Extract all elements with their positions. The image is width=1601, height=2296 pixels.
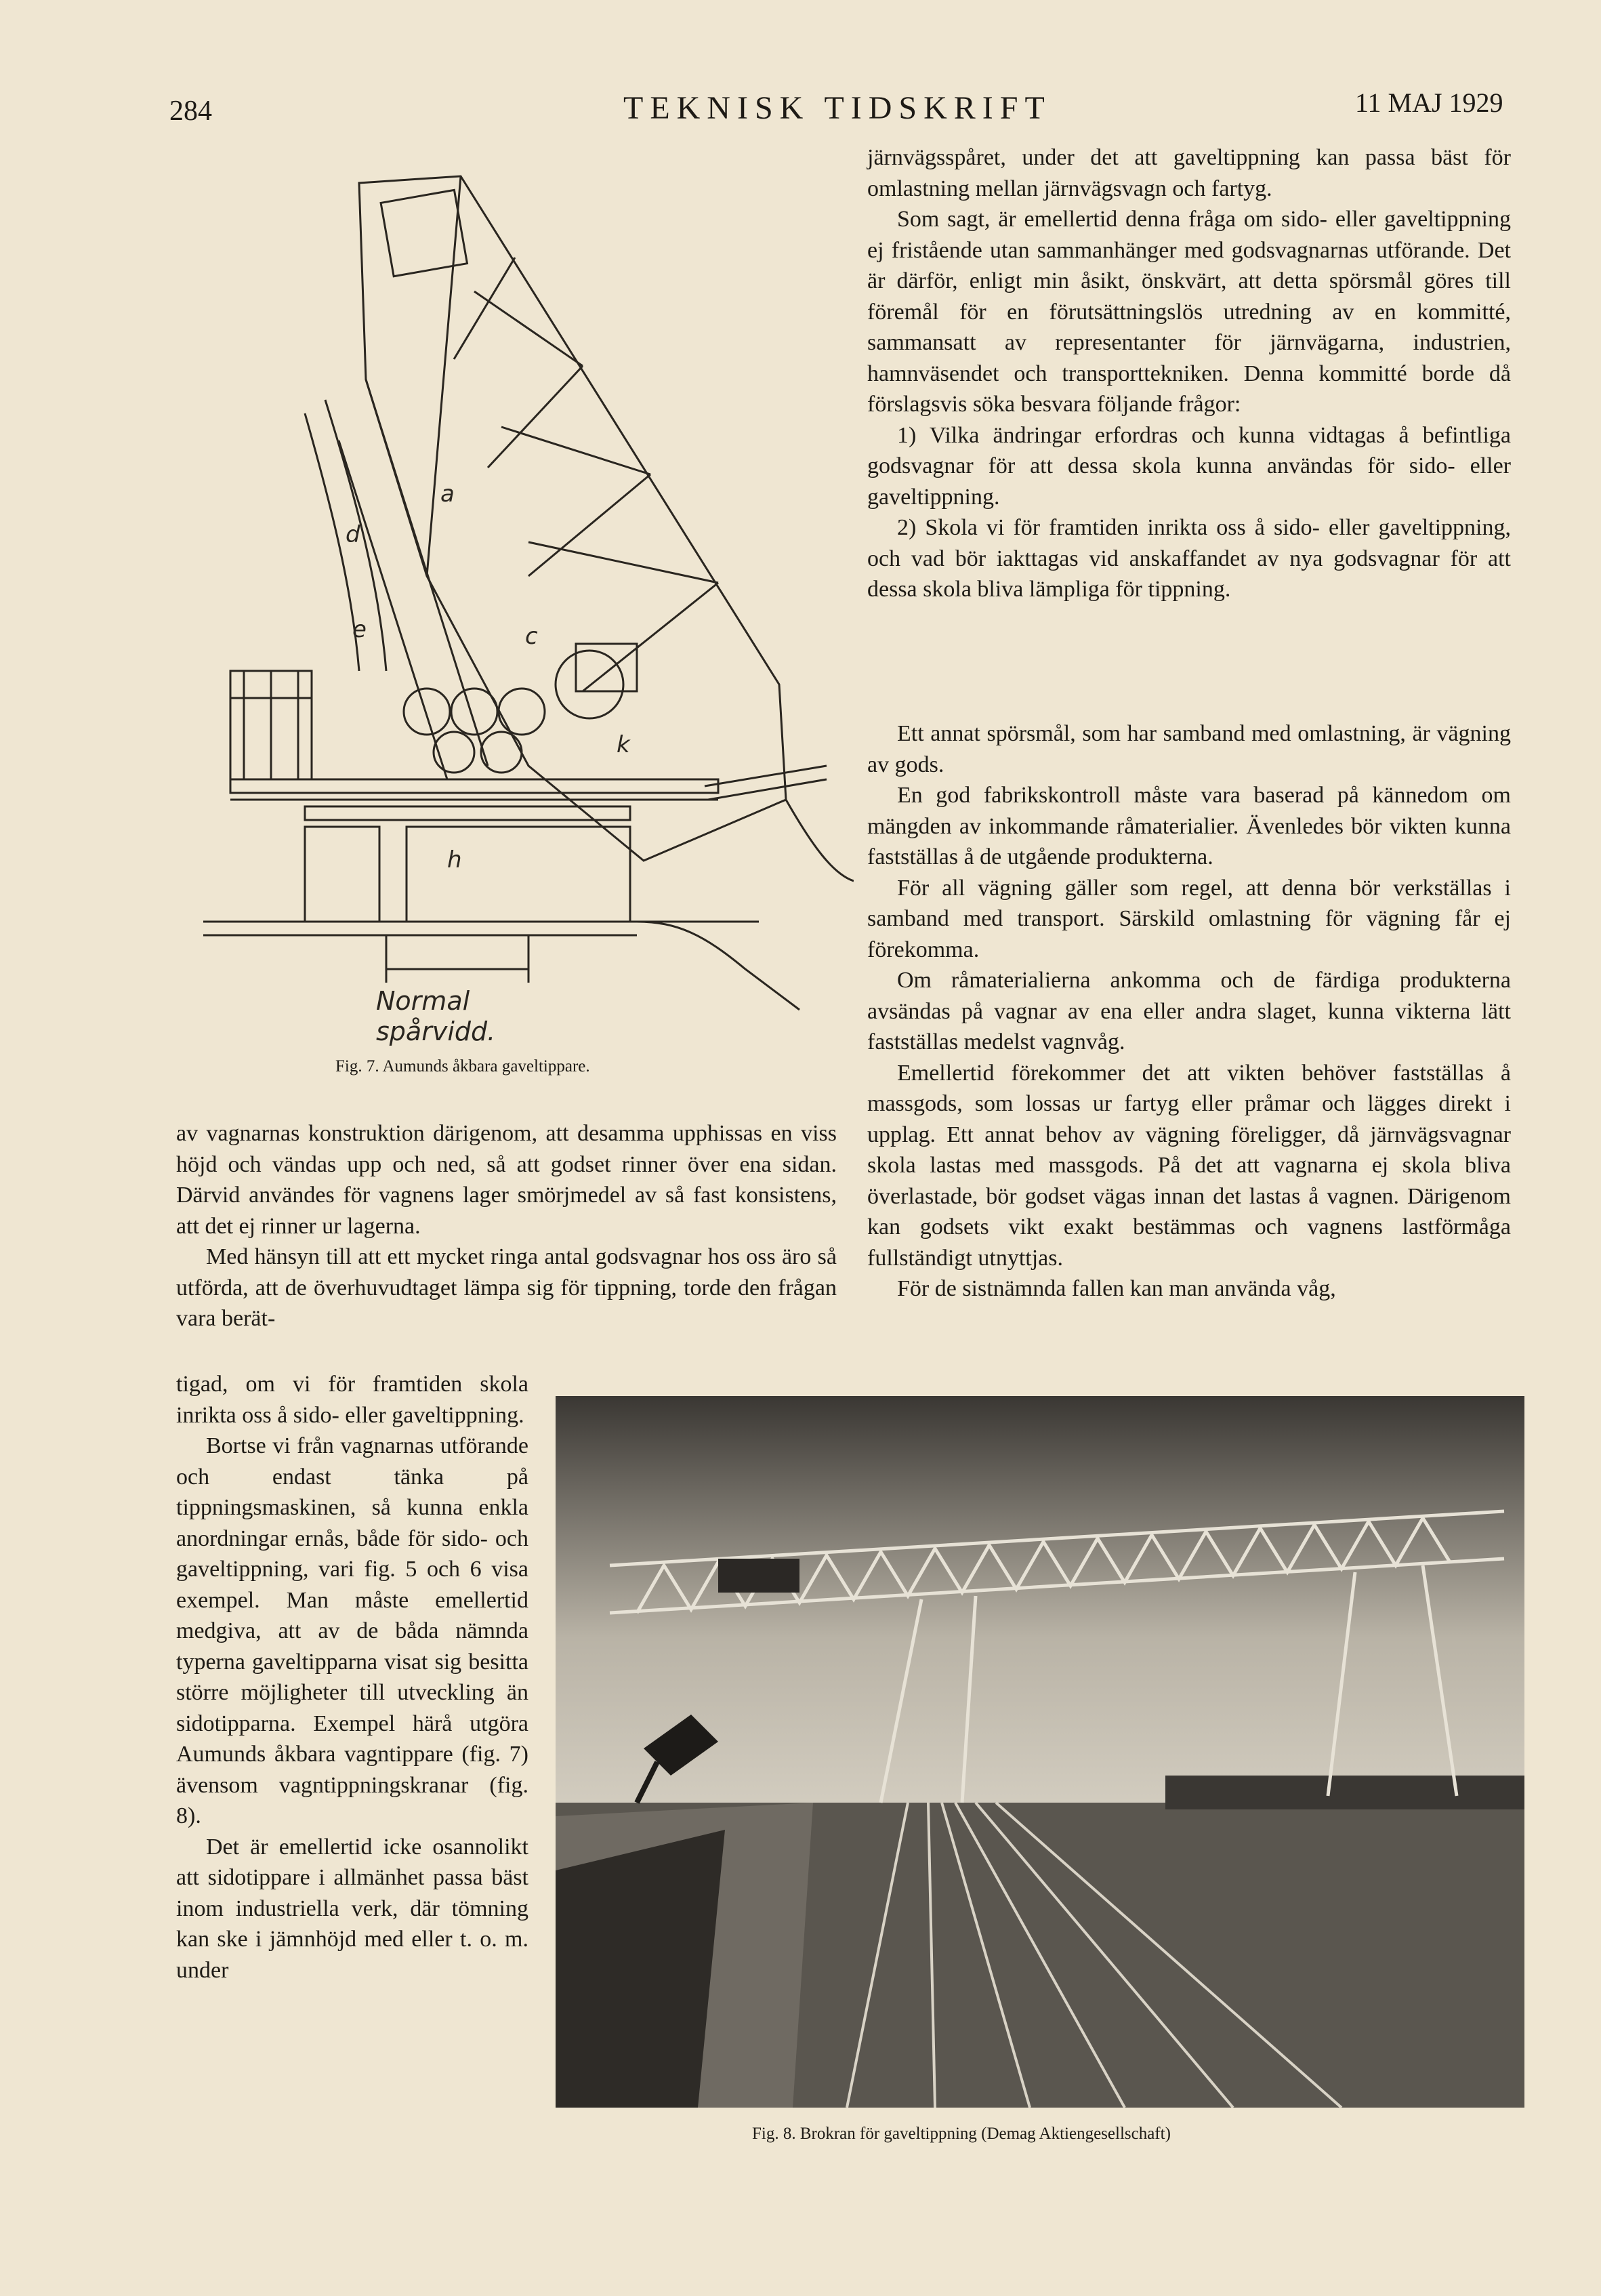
- paragraph: 1) Vilka ändringar erfordras och kunna vidtagas å befintliga godsvagnar för att dessa skola kunna användas för sido- eller gaveltippning.: [867, 422, 1511, 510]
- paragraph: Bortse vi från vagnarnas utförande och endast tänka på tippningsmaskinen, så kunna enkla anordningar ernås, både för sido- och gaveltippning, vari fig. 5 och 6 visa exempel. Man måste emellertid medgiva, att av de båda nämnda typerna gaveltipparna visat sig besitta större möjligheter till utveckling än sidotipparna. Exempel härå utgöra Aumunds åkbara vagntippare (fig. 7) ävensom vagntippningskranar (fig. 8).: [176, 1433, 528, 1828]
- gauge-label-line2: spårvidd.: [376, 1017, 496, 1046]
- label-a: a: [440, 480, 455, 508]
- paragraph: Det är emellertid icke osannolikt att sidotippare i allmänhet passa bäst inom industriella verk, där tömning kan ske i jämnhöjd med eller t. o. m. under: [176, 1834, 528, 1983]
- text-right-top: [867, 142, 1511, 605]
- issue-date: 11 MAJ 1929: [1355, 87, 1503, 118]
- text-left-middle: [176, 1118, 837, 1334]
- paragraph: För all vägning gäller som regel, att denna bör verkställas i samband med transport. Särskild omlastning för vägning får ej förekomma.: [867, 875, 1511, 962]
- figure-7-caption: Fig. 7. Aumunds åkbara gaveltippare.: [335, 1057, 590, 1075]
- journal-title: TEKNISK TIDSKRIFT: [623, 90, 1052, 126]
- paragraph: tigad, om vi för framtiden skola inrikta oss å sido- eller gaveltippning.: [176, 1372, 528, 1428]
- paragraph: järnvägsspåret, under det att gaveltippning kan passa bäst för omlastning mellan järnvägsvagn och fartyg.: [867, 145, 1511, 201]
- paragraph: 2) Skola vi för framtiden inrikta oss å sido- eller gaveltippning, och vad bör iakttagas vid anskaffandet av nya godsvagnar för att dessa skola bliva lämpliga för tippning.: [867, 515, 1511, 602]
- paragraph: För de sistnämnda fallen kan man använda våg,: [897, 1276, 1336, 1301]
- paragraph: Ett annat spörsmål, som har samband med omlastning, är vägning av gods.: [867, 721, 1511, 777]
- label-c: c: [525, 623, 538, 650]
- gauge-label-line1: Normal: [376, 986, 470, 1016]
- figure-7-drawing: [203, 156, 854, 1064]
- paragraph: Med hänsyn till att ett mycket ringa antal godsvagnar hos oss äro så utförda, att de överhuvudtaget lämpa sig för tippning, torde den frågan vara berät-: [176, 1244, 837, 1331]
- paragraph: Om råmaterialierna ankomma och de färdiga produkterna avsändas på vagnar av ena eller andra slaget, kunna vikterna lätt fastställas medelst vagnvåg.: [867, 968, 1511, 1054]
- figure-8-photo: [556, 1396, 1524, 2108]
- text-right-middle: [867, 718, 1511, 1305]
- crane-photo-illustration: [556, 1396, 1524, 2108]
- label-h: h: [447, 846, 462, 874]
- figure-8-caption: Fig. 8. Brokran för gaveltippning (Demag Aktiengesellschaft): [752, 2125, 1171, 2143]
- paragraph: Emellertid förekommer det att vikten behöver fastställas å massgods, som lossas ur fartyg eller pråmar och lägges direkt i upplag. Ett annat behov av vägning föreligger, då järnvägsvagnar skola lastas med massgods. På det att vagnarna ej skola bliva överlastade, bör godset vägas innan det lastas å vagnen. Därigenom kan godsets vikt exakt bestämmas och vagnens lastförmåga fullständigt utnyttjas.: [867, 1060, 1511, 1271]
- label-k: k: [617, 731, 630, 758]
- text-left-narrow: [176, 1369, 528, 1986]
- paragraph: Som sagt, är emellertid denna fråga om sido- eller gaveltippning ej fristående utan sammanhänger med godsvagnarnas utförande. Det är därför, enligt min åsikt, önskvärt, att detta spörsmål göres till föremål för en förutsättningslös utredning av en kommitté, sammansatt av representanter för järnvägarna, industrien, hamnväsendet och transporttekniken. Denna kommitté borde då förslagsvis söka besvara följande frågor:: [867, 207, 1511, 417]
- label-e: e: [352, 616, 367, 643]
- label-d: d: [346, 521, 360, 548]
- paragraph: En god fabrikskontroll måste vara baserad på kännedom om mängden av inkommande råmaterialier. Ävenledes bör vikten kunna fastställas å de utgående produkterna.: [867, 783, 1511, 869]
- paragraph: av vagnarnas konstruktion därigenom, att desamma upphissas en viss höjd och vändas upp och ned, så att godset rinner över ena sidan. Därvid användes för vagnens lager smörjmedel av så fast konsistens, att det ej rinner ur lagerna.: [176, 1121, 837, 1239]
- page-number: 284: [169, 96, 212, 127]
